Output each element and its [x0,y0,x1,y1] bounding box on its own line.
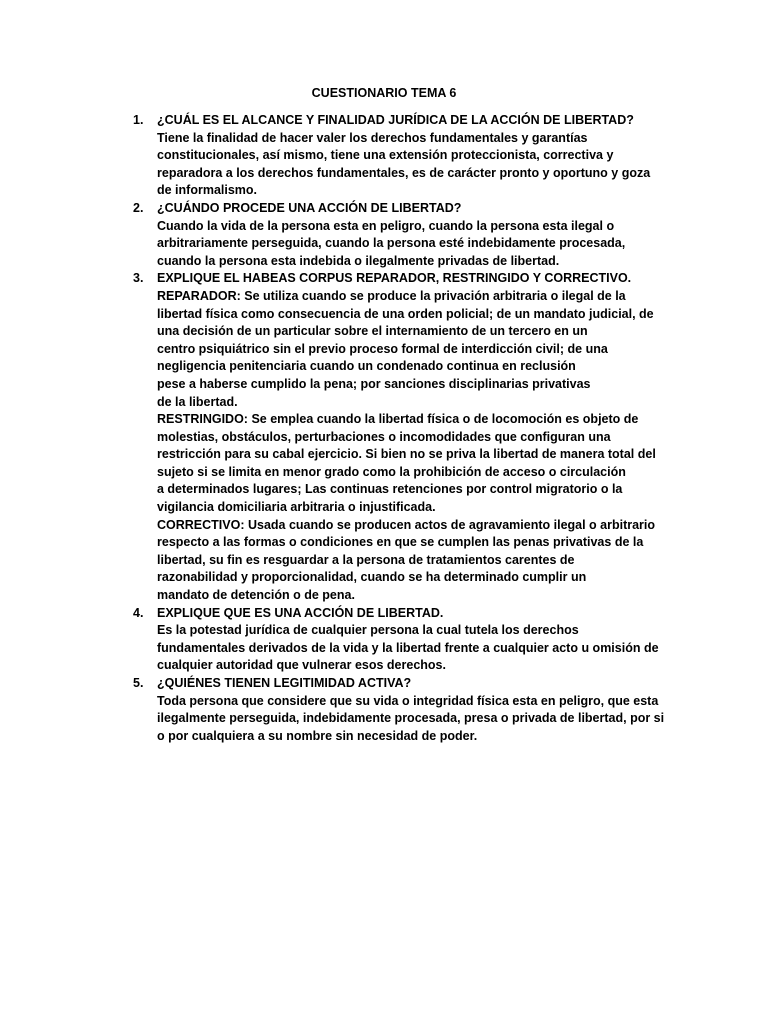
answer-line: respecto a las formas o condiciones en que se cumplen las penas privativas de la [157,535,644,550]
question-number: 5. [133,676,144,690]
answer-line: restricción para su cabal ejercicio. Si bien no se priva la libertad de manera total del [157,447,656,462]
answer-line: razonabilidad y proporcionalidad, cuando se ha determinado cumplir un [157,570,587,585]
question-text: ¿QUIÉNES TIENEN LEGITIMIDAD ACTIVA? [157,676,412,690]
answer-line: libertad física como consecuencia de una orden policial; de un mandato judicial, de [157,306,654,321]
answer-line: cualquier autoridad que vulnerar esos derechos. [157,658,446,673]
answer-line: de informalismo. [157,183,258,198]
question-item [0,675,664,745]
question-text: EXPLIQUE QUE ES UNA ACCIÓN DE LIBERTAD. [157,605,444,620]
answer-line: arbitrariamente perseguida, cuando la persona esté indebidamente procesada, [157,236,626,251]
answer-line: mandato de detención o de pena. [157,588,355,603]
answer-line: libertad, su fin es resguardar a la persona de tratamientos carentes de [157,552,575,567]
answer-line: RESTRINGIDO: Se emplea cuando la libertad física o de locomoción es objeto de [157,412,639,427]
answer-line: constitucionales, así mismo, tiene una extensión proteccionista, correctiva y [157,148,614,163]
question-item [0,270,664,604]
answer-line: una decisión de un particular sobre el internamiento de un tercero en un [157,324,588,339]
question-number: 2. [133,200,144,215]
document-title: CUESTIONARIO TEMA 6 [311,86,457,100]
answer-line: a determinados lugares; Las continuas retenciones por control migratorio o la [157,482,623,497]
question-item [0,112,664,200]
question-number: 3. [133,271,144,286]
answer-line: sujeto si se limita en menor grado como la prohibición de acceso o circulación [157,464,626,479]
answer-line: CORRECTIVO: Usada cuando se producen actos de agravamiento ilegal o arbitrario [157,517,656,532]
question-item [0,605,664,675]
answer-line: molestias, obstáculos, perturbaciones o incomodidades que configuran una [157,429,611,444]
answer-line: REPARADOR: Se utiliza cuando se produce la privación arbitraria o ilegal de la [157,288,626,303]
answer-line: Toda persona que considere que su vida o integridad física esta en peligro, que esta [157,693,659,708]
answer-line: cuando la persona esta indebida o ilegalmente privadas de libertad. [157,253,560,268]
answer-line: vigilancia domiciliaria arbitraria o injustificada. [157,500,436,515]
answer-line: ilegalmente perseguida, indebidamente procesada, presa o privada de libertad, por si [157,711,665,726]
answer-line: fundamentales derivados de la vida y la libertad frente a cualquier acto u omisión de [157,640,659,655]
question-number: 1. [133,113,144,127]
answer-line: centro psiquiátrico sin el previo proceso formal de interdicción civil; de una [157,341,608,356]
question-text: ¿CUÁL ES EL ALCANCE Y FINALIDAD JURÍDICA DE LA ACCIÓN DE LIBERTAD? [157,113,634,127]
answer-line: de la libertad. [157,394,238,409]
answer-line: reparadora a los derechos fundamentales, es de carácter pronto y oportuno y goza [157,165,651,180]
question-number: 4. [133,605,144,620]
question-item [0,200,664,270]
answer-line: Es la potestad jurídica de cualquier persona la cual tutela los derechos [157,623,579,638]
answer-line: pese a haberse cumplido la pena; por sanciones disciplinarias privativas [157,376,591,391]
answer-line: negligencia penitenciaria cuando un condenado continua en reclusión [157,359,576,374]
answer-line: Tiene la finalidad de hacer valer los derechos fundamentales y garantías [157,130,588,145]
answer-line: o por cualquiera a su nombre sin necesidad de poder. [157,728,478,743]
question-text: EXPLIQUE EL HABEAS CORPUS REPARADOR, RESTRINGIDO Y CORRECTIVO. [157,271,632,286]
question-list [0,112,664,745]
answer-line: Cuando la vida de la persona esta en peligro, cuando la persona esta ilegal o [157,218,615,233]
question-text: ¿CUÁNDO PROCEDE UNA ACCIÓN DE LIBERTAD? [157,200,462,215]
